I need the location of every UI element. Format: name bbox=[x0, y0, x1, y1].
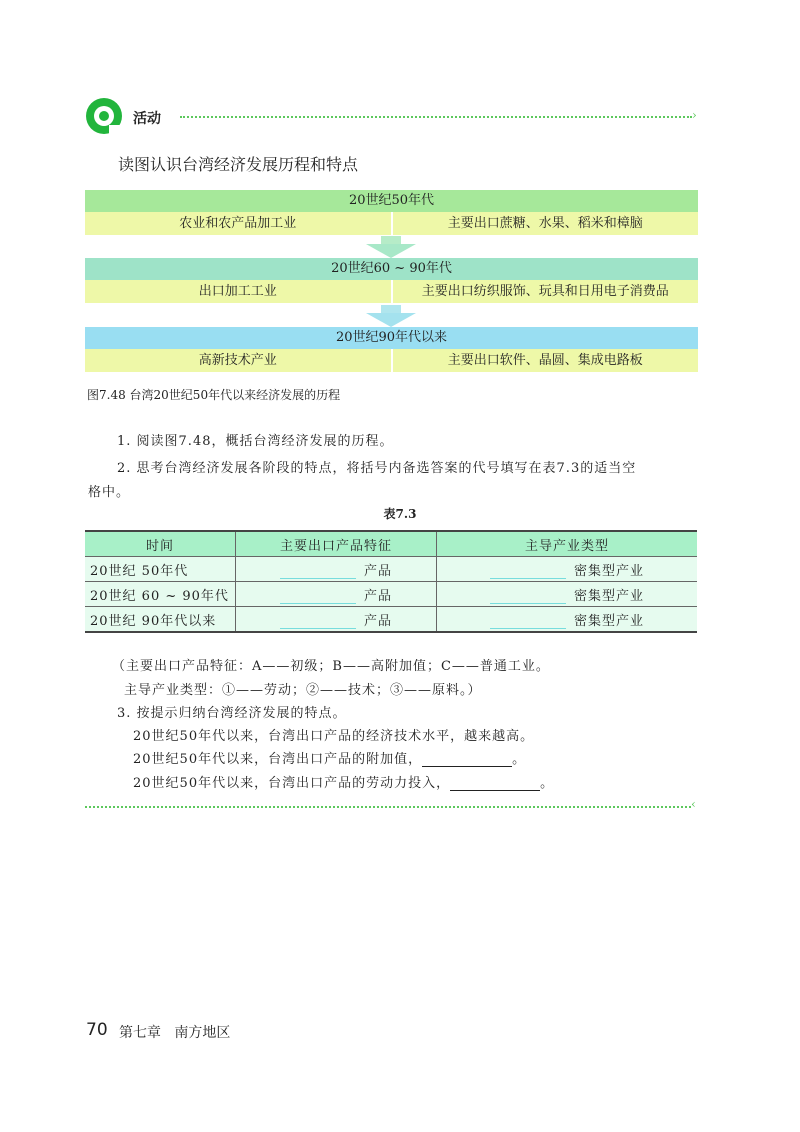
header-time: 时间 bbox=[85, 531, 236, 557]
flow-industry: 高新技术产业 bbox=[85, 349, 393, 372]
table-7-3 bbox=[85, 530, 697, 633]
industry-blank[interactable] bbox=[490, 589, 566, 604]
cell-industry: 密集型产业 bbox=[573, 613, 644, 629]
page-number: 70 bbox=[86, 1020, 108, 1040]
flow-industry: 出口加工工业 bbox=[85, 280, 393, 303]
divider-bottom bbox=[85, 806, 691, 808]
down-arrow-icon bbox=[366, 236, 416, 258]
note-product-features: （主要出口产品特征：A——初级；B——高附加值；C——普通工业。 bbox=[112, 659, 550, 674]
cell-time: 20世纪 90年代以来 bbox=[85, 607, 236, 633]
statement-2: 20世纪50年代以来，台湾出口产品的附加值， bbox=[133, 752, 423, 767]
flow-period-2: 20世纪60 ~ 90年代 bbox=[85, 258, 698, 280]
product-blank[interactable] bbox=[280, 589, 356, 604]
activity-title: 读图认识台湾经济发展历程和特点 bbox=[118, 155, 359, 174]
table-row bbox=[85, 582, 697, 607]
question-2-cont: 格中。 bbox=[88, 485, 131, 500]
cell-product: 产品 bbox=[363, 563, 392, 579]
cell-industry: 密集型产业 bbox=[573, 588, 644, 604]
chapter-title: 第七章 南方地区 bbox=[119, 1025, 231, 1041]
header-product: 主要出口产品特征 bbox=[236, 531, 437, 557]
product-blank[interactable] bbox=[280, 614, 356, 629]
question-2: 2. 思考台湾经济发展各阶段的特点，将括号内备选答案的代号填写在表7.3的适当空 bbox=[117, 461, 637, 476]
table-row bbox=[85, 557, 697, 582]
header-industry: 主导产业类型 bbox=[437, 531, 698, 557]
industry-blank[interactable] bbox=[490, 564, 566, 579]
cell-product: 产品 bbox=[363, 588, 392, 604]
table-row bbox=[85, 607, 697, 633]
cell-product: 产品 bbox=[363, 613, 392, 629]
answer-blank-2[interactable] bbox=[422, 752, 512, 767]
answer-blank-3[interactable] bbox=[450, 776, 540, 791]
flow-exports: 主要出口软件、晶圆、集成电路板 bbox=[447, 353, 643, 368]
table-title: 表7.3 bbox=[383, 507, 417, 521]
flow-industry: 农业和农产品加工业 bbox=[85, 212, 393, 235]
cell-time: 20世纪 60 ~ 90年代 bbox=[85, 582, 236, 607]
product-blank[interactable] bbox=[280, 564, 356, 579]
activity-logo-icon bbox=[85, 97, 123, 135]
cell-industry: 密集型产业 bbox=[573, 563, 644, 579]
question-3: 3. 按提示归纳台湾经济发展的特点。 bbox=[117, 706, 347, 721]
period: 。 bbox=[540, 776, 555, 791]
question-1: 1. 阅读图7.48，概括台湾经济发展的历程。 bbox=[117, 434, 394, 449]
flow-period-3: 20世纪90年代以来 bbox=[85, 327, 698, 349]
flow-period-1: 20世纪50年代 bbox=[85, 190, 698, 212]
industry-blank[interactable] bbox=[490, 614, 566, 629]
period: 。 bbox=[512, 752, 527, 767]
figure-caption: 图7.48 台湾20世纪50年代以来经济发展的历程 bbox=[87, 388, 341, 402]
statement-1: 20世纪50年代以来，台湾出口产品的经济技术水平，越来越高。 bbox=[133, 729, 535, 744]
flow-exports: 主要出口蔗糖、水果、稻米和樟脑 bbox=[447, 216, 643, 231]
arrow-left-icon: ‹ bbox=[691, 797, 696, 811]
flow-exports: 主要出口纺织服饰、玩具和日用电子消费品 bbox=[421, 284, 669, 299]
table-header-row bbox=[85, 531, 697, 557]
arrow-right-icon: › bbox=[692, 108, 697, 122]
flow-detail-2 bbox=[85, 280, 698, 303]
flow-detail-3 bbox=[85, 349, 698, 372]
statement-3: 20世纪50年代以来，台湾出口产品的劳动力投入， bbox=[133, 776, 451, 791]
activity-label: 活动 bbox=[133, 111, 161, 127]
note-industry-types: 主导产业类型：①——劳动；②——技术；③——原料。） bbox=[124, 683, 482, 698]
cell-time: 20世纪 50年代 bbox=[85, 557, 236, 582]
divider-top bbox=[180, 116, 692, 118]
flow-detail-1 bbox=[85, 212, 698, 235]
down-arrow-icon bbox=[366, 305, 416, 327]
